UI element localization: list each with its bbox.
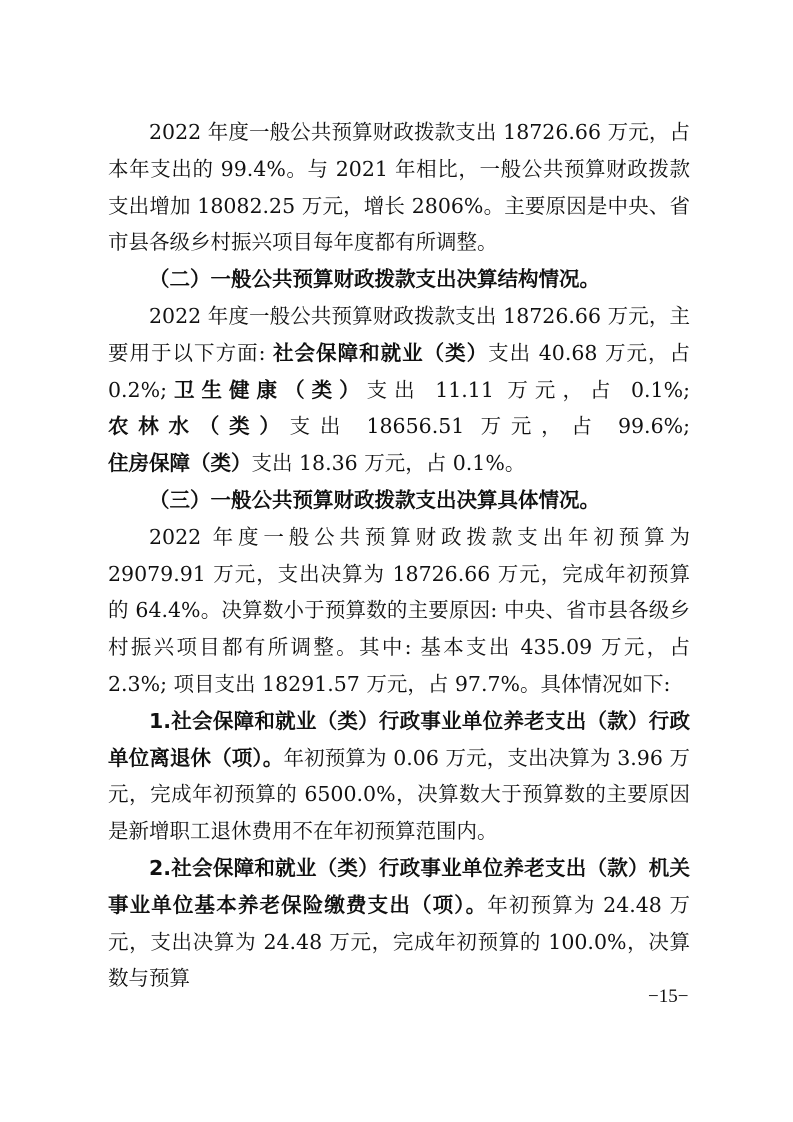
item-pension-insurance: [108, 850, 690, 997]
section-heading-details: （三）一般公共预算财政拨款支出决算具体情况。: [149, 487, 600, 512]
body-text: [108, 114, 690, 997]
category-health: 卫生健康（类）: [167, 377, 367, 402]
item-retirement-text: 年初预算为 0.06 万元，支出决算为 3.96 万元，完成年初预算的 6500.0%，决算数大于预算数的主要原因是新增职工退休费用不在年初预算范围内。: [108, 745, 691, 844]
item-pension-insurance-text: 年初预算为 24.48 万元，支出决算为 24.48 万元，完成年初预算的 100.0%，决算数与预算: [108, 892, 690, 991]
page-number: −15−: [648, 986, 689, 1007]
category-social-security: 社会保障和就业（类）: [273, 340, 489, 365]
item-retirement-title: 1.社会保障和就业（类）行政事业单位养老支出（款）行政单位离退休（项）。: [108, 708, 690, 770]
item-pension-insurance-title: 2.社会保障和就业（类）行政事业单位养老支出（款）机关事业单位基本养老保险缴费支出（项）。: [108, 855, 690, 917]
section-heading-structure: （二）一般公共预算财政拨款支出决算结构情况。: [149, 267, 600, 292]
paragraph-total-expenditure: 2022 年度一般公共预算财政拨款支出 18726.66 万元，占本年支出的 99.4%。与 2021 年相比，一般公共预算财政拨款支出增加 18082.25 万元，增长 2806%。主要原因是中央、省市县各级乡村振兴项目每年度都有所调整。: [108, 120, 690, 255]
category-social-security-amount: 支出 40.68 万元，占 0.2%;: [108, 340, 690, 402]
paragraph-details: 2022 年度一般公共预算财政拨款支出年初预算为 29079.91 万元，支出决算为 18726.66 万元，完成年初预算的 64.4%。决算数小于预算数的主要原因: 中央、省市县各级乡村振兴项目都有所调整。其中: 基本支出 435.09 万元，占 2.3%; 项目支出 18291.57 万元，占 97.7%。具体情况如下:: [108, 524, 690, 696]
category-housing: 住房保障（类）: [108, 451, 252, 476]
category-health-amount: 支出 11.11 万元，占 0.1%;: [366, 377, 690, 402]
paragraph-structure: [108, 298, 690, 482]
item-retirement: [108, 703, 690, 850]
category-agriculture-amount: 支出 18656.51 万元，占 99.6%;: [289, 414, 690, 439]
category-housing-amount: 支出 18.36 万元，占 0.1%。: [251, 451, 526, 476]
structure-lead: 2022 年度一般公共预算财政拨款支出 18726.66 万元，主要用于以下方面:: [108, 303, 690, 365]
category-agriculture: 农林水（类）: [108, 414, 290, 439]
